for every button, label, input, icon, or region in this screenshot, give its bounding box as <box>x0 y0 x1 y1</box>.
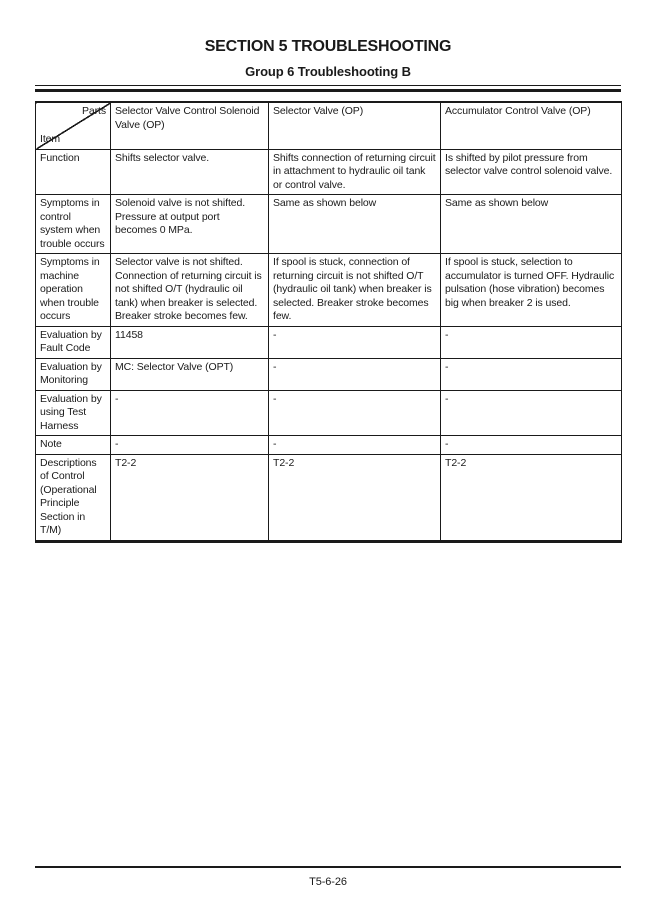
page-footer <box>35 866 621 888</box>
row-cell: Same as shown below <box>269 195 441 254</box>
row-cell: - <box>269 358 441 390</box>
row-cell: - <box>111 390 269 436</box>
row-item-label: Descriptions of Control (Operational Principle Section in T/M) <box>36 454 111 541</box>
table-header-row <box>36 102 622 149</box>
row-item-label: Function <box>36 149 111 195</box>
footer-rule <box>35 866 621 868</box>
row-cell: - <box>441 358 622 390</box>
row-cell: Shifts selector valve. <box>111 149 269 195</box>
row-cell: - <box>269 390 441 436</box>
row-cell: - <box>111 436 269 455</box>
row-item-label: Symptoms in control system when trouble occurs <box>36 195 111 254</box>
row-cell: Selector valve is not shifted. Connection of returning circuit is not shifted O/T (hydraulic oil tank) when breaker is selected. Breaker stroke becomes few. <box>111 254 269 327</box>
corner-parts-label: Parts <box>81 105 106 117</box>
row-cell: If spool is stuck, connection of returning circuit is not shifted O/T (hydraulic oil tank) when breaker is selected. Breaker stroke becomes few. <box>269 254 441 327</box>
column-header-selector-valve: Selector Valve (OP) <box>269 102 441 149</box>
column-header-accumulator-control-valve: Accumulator Control Valve (OP) <box>441 102 622 149</box>
table-row <box>36 454 622 541</box>
table-row <box>36 195 622 254</box>
row-cell: - <box>269 436 441 455</box>
row-cell: 11458 <box>111 326 269 358</box>
troubleshooting-table <box>35 101 622 543</box>
table-row <box>36 390 622 436</box>
row-item-label: Evaluation by Monitoring <box>36 358 111 390</box>
corner-item-label: Item <box>40 133 61 145</box>
row-cell: T2-2 <box>441 454 622 541</box>
table-row <box>36 436 622 455</box>
section-title: SECTION 5 TROUBLESHOOTING <box>204 38 452 55</box>
row-cell: Is shifted by pilot pressure from selector valve control solenoid valve. <box>441 149 622 195</box>
table-row <box>36 149 622 195</box>
table-row <box>36 358 622 390</box>
table-row <box>36 254 622 327</box>
row-cell: Same as shown below <box>441 195 622 254</box>
row-item-label: Note <box>36 436 111 455</box>
row-cell: - <box>269 326 441 358</box>
row-cell: Shifts connection of returning circuit in attachment to hydraulic oil tank or control valve. <box>269 149 441 195</box>
troubleshooting-table-body <box>36 149 622 541</box>
header-rule <box>35 85 621 92</box>
row-item-label: Symptoms in machine operation when trouble occurs <box>36 254 111 327</box>
row-cell: Solenoid valve is not shifted. Pressure at output port becomes 0 MPa. <box>111 195 269 254</box>
row-cell: T2-2 <box>269 454 441 541</box>
row-cell: - <box>441 390 622 436</box>
row-cell: - <box>441 436 622 455</box>
page-number: T5-6-26 <box>309 876 347 888</box>
row-cell: If spool is stuck, selection to accumulator is turned OFF. Hydraulic pulsation (hose vibration) becomes big when breaker 2 is used. <box>441 254 622 327</box>
page-content <box>35 0 621 543</box>
row-cell: T2-2 <box>111 454 269 541</box>
corner-cell <box>36 102 111 149</box>
table-row <box>36 326 622 358</box>
column-header-selector-valve-control-solenoid-valve: Selector Valve Control Solenoid Valve (OP) <box>111 102 269 149</box>
row-cell: - <box>441 326 622 358</box>
row-item-label: Evaluation by using Test Harness <box>36 390 111 436</box>
row-item-label: Evaluation by Fault Code <box>36 326 111 358</box>
group-title: Group 6 Troubleshooting B <box>245 64 411 79</box>
row-cell: MC: Selector Valve (OPT) <box>111 358 269 390</box>
